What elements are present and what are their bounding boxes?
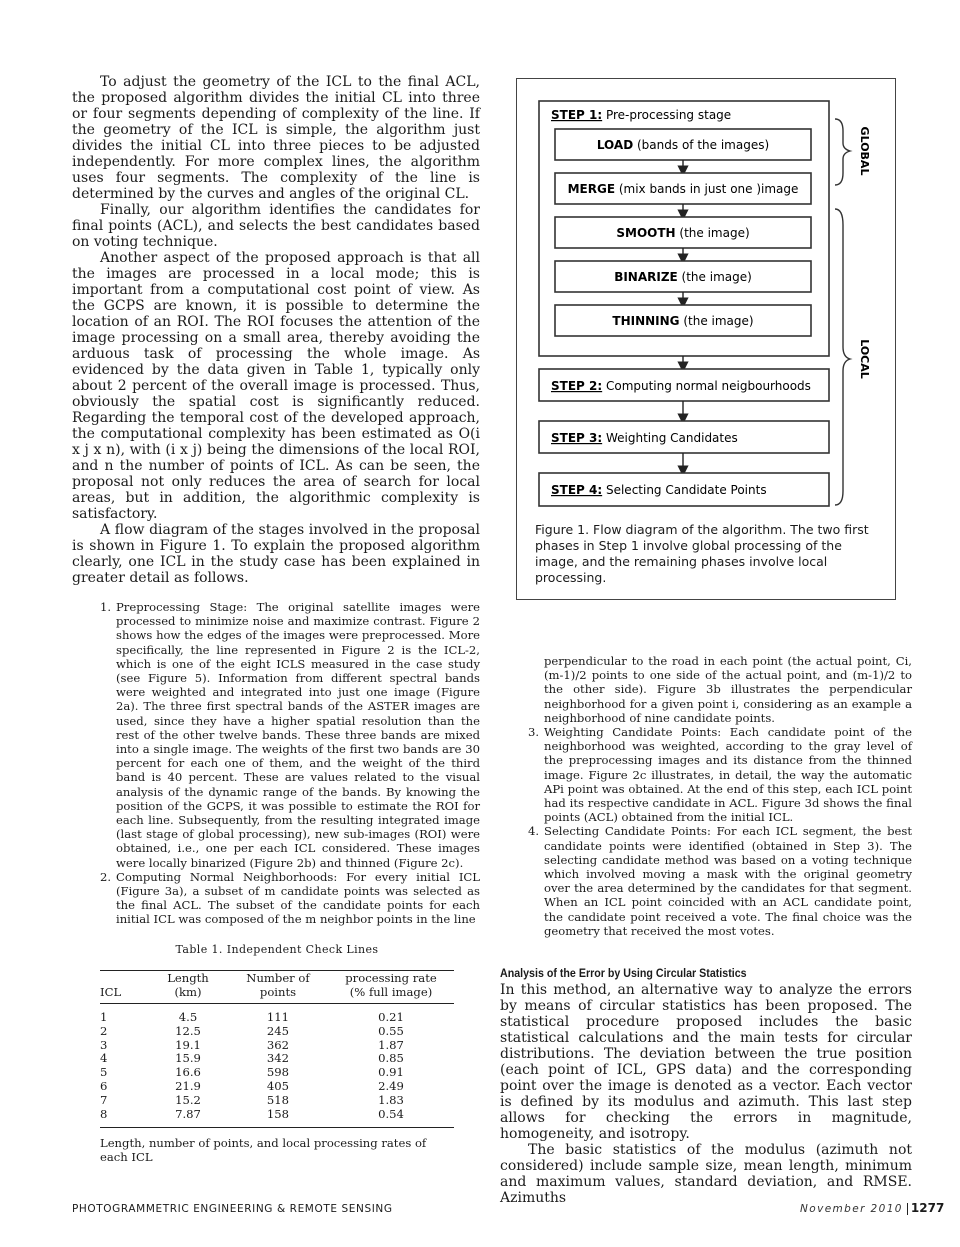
- smooth-label: SMOOTH (the image): [616, 226, 750, 240]
- list-number: 1.: [100, 600, 112, 614]
- table-cell: 8: [100, 1106, 108, 1121]
- table-cell: 0.85: [378, 1051, 404, 1066]
- table-cell: 4.5: [178, 1010, 198, 1024]
- table-cell: 158: [266, 1106, 290, 1121]
- list-text: Weighting Candidate Points: Each candidate point of the neighborhood was weighted, according to the gray level of the preprocessing images and its distance from the thinned image. Figure 2c illustrates, in detail, the way the automatic APi point was obtained. At the end of this step, each ICL point had its respective candidate in ACL. Figure 3d shows the final points (ACL) obtained from the initial ICL.: [544, 725, 912, 825]
- table-row: [100, 1052, 454, 1066]
- column-header: Length (km): [167, 971, 209, 999]
- page-number: 1277: [910, 1201, 945, 1215]
- table-title: Table 1. Independent Check Lines: [175, 943, 379, 956]
- table-row: [100, 1094, 454, 1108]
- merge-label: MERGE (mix bands in just one )image: [567, 182, 799, 196]
- table-row: [100, 1039, 454, 1053]
- table-cell: 3: [100, 1037, 108, 1052]
- table-cell: 5: [100, 1065, 108, 1080]
- flow-diagram: [539, 101, 871, 511]
- table-cell: 16.6: [175, 1065, 201, 1080]
- table-cell: 7.87: [175, 1106, 201, 1121]
- load-label: LOAD (bands of the images): [596, 138, 770, 152]
- table-cell: 245: [266, 1023, 290, 1038]
- global-brace: [835, 119, 850, 185]
- table-cell: 1: [100, 1010, 108, 1024]
- table-cell: 7: [100, 1092, 108, 1107]
- list-item: [72, 870, 480, 927]
- figure-caption: Figure 1. Flow diagram of the algorithm. The two first phases in Step 1 involve global processing of the image, and the remaining phases involve local processing.: [535, 522, 869, 585]
- step2-label: STEP 2: Computing normal neigbourhoods: [551, 379, 811, 393]
- column-header: ICL: [100, 985, 122, 999]
- list-item: [72, 600, 480, 870]
- right-list: [516, 654, 912, 938]
- left-column: [72, 74, 480, 927]
- table-cell: 21.9: [175, 1078, 201, 1093]
- paragraph: A flow diagram of the stages involved in the proposal is shown in Figure 1. To explain the proposed algorithm clearly, one ICL in the study case has been explained in greater detail as follows.: [72, 522, 480, 586]
- step3-label: STEP 3: Weighting Candidates: [551, 431, 738, 445]
- table-cell: 111: [266, 1010, 290, 1024]
- step4-label: STEP 4: Selecting Candidate Points: [551, 483, 767, 497]
- table-cell: 2: [100, 1023, 108, 1038]
- procedure-list-continued: [516, 725, 912, 938]
- table-cell: 598: [266, 1065, 290, 1080]
- column-header: Number of points: [246, 971, 310, 999]
- table-cell: 1.87: [378, 1037, 404, 1052]
- table-cell: 518: [266, 1092, 290, 1107]
- table-row: [100, 1004, 454, 1025]
- table-cell: 4: [100, 1051, 108, 1066]
- column-header: processing rate (% full image): [345, 971, 437, 999]
- table-cell: 405: [266, 1078, 290, 1093]
- paragraph: To adjust the geometry of the ICL to the final ACL, the proposed algorithm divides the initial CL into three or four segments depending of complexity of the line. If the geometry of the ICL is simple, the algorithm just divides the initial CL into three pieces to be adjusted independently. For more complex lines, the algorithm uses four segments. The complexity of the line is determined by the curves and angles of the original CL.: [72, 74, 480, 202]
- list-text: Preprocessing Stage: The original satellite images were processed to minimize noise and maximize contrast. Figure 2 shows how the edges of the images were preprocessed. More specifically, the line represented in Figure 2 is the ICL-2, which is one of the eight ICLS measured in the case study (see Figure 5). Information from different spectral bands were weighted and integrated into just one image (Figure 2a). The three first spectral bands of the ASTER images are used, since they have a higher spatial resolution than the rest of the other twelve bands. These three bands are mixed into a single image. The weights of the first two bands are 30 percent for each one of them, and the weight of the third band is 40 percent. These are values related to the visual analysis of the dynamic range of the bands. By knowing the position of the GCPS, it was possible to estimate the ROI for each line. Subsequently, from the resulting integrated image (last stage of global processing), new sub-images (ROI) were obtained, i.e., one per each ICL considered. These images were locally binarized (Figure 2b) and thinned (Figure 2c).: [116, 600, 480, 870]
- binarize-label: BINARIZE (the image): [614, 270, 752, 284]
- table-cell: 0.54: [378, 1106, 404, 1121]
- table-cell: 362: [266, 1037, 290, 1052]
- table-cell: 2.49: [378, 1078, 404, 1093]
- issue-date: November 2010: [800, 1203, 903, 1215]
- table-1: [100, 943, 454, 1164]
- table-note: Length, number of points, and local processing rates of each ICL: [100, 1136, 427, 1165]
- table-cell: 15.9: [175, 1051, 201, 1066]
- section-body: [500, 982, 912, 1206]
- local-label: LOCAL: [858, 339, 871, 379]
- table-row: [100, 1025, 454, 1039]
- procedure-list: [72, 600, 480, 927]
- journal-name: PHOTOGRAMMETRIC ENGINEERING & REMOTE SENSING: [72, 1203, 393, 1215]
- table-row: [100, 1108, 454, 1128]
- paragraph: Another aspect of the proposed approach is that all the images are processed in a local mode; this is important from a computational cost point of view. As the GCPS are known, it is possible to determine the location of an ROI. The ROI focuses the attention of the image processing on a small area, thereby avoiding the arduous task of processing the whole image. As evidenced by the data given in Table 1, typically only about 2 percent of the overall image is processed. Thus, obviously the spatial cost is significantly reduced. Regarding the temporal cost of the developed approach, the computational complexity has been estimated as O(i x j x n), with (i x j) being the dimensions of the local ROI, and n the number of points of ICL. As can be seen, the proposal not only reduces the area of search for local areas, but in addition, the algorithmic complexity is satisfactory.: [72, 250, 480, 522]
- table-cell: 0.55: [378, 1023, 404, 1038]
- list-number: 3.: [528, 725, 540, 740]
- list-number: 2.: [100, 869, 112, 884]
- list-item: [516, 824, 912, 938]
- list-number: 4.: [528, 824, 540, 839]
- list-text: Computing Normal Neighborhoods: For every initial ICL (Figure 3a), a subset of m candidate points was selected as the final ACL. The subset of the candidate points for each initial ICL was composed of the m neighbor points in the line: [116, 869, 480, 927]
- page-info: [800, 1201, 944, 1215]
- thinning-label: THINNING (the image): [612, 314, 754, 328]
- step1-label: STEP 1: Pre-processing stage: [551, 108, 732, 122]
- table-cell: 0.91: [378, 1065, 404, 1080]
- paragraph: The basic statistics of the modulus (azimuth not considered) include sample size, mean length, minimum and maximum values, standard deviation, and RMSE. Azimuths: [500, 1142, 912, 1206]
- table-cell: 19.1: [175, 1037, 201, 1052]
- table-cell: 0.21: [378, 1010, 404, 1024]
- table-row: [100, 1080, 454, 1094]
- table-row: [100, 1066, 454, 1080]
- paragraph: In this method, an alternative way to analyze the errors by means of circular statistics has been proposed. The statistical procedure proposed includes the basic statistical calculations and the main tests for circular distributions. The deviation between the true position (each point of ICL, GPS data) and the corresponding point over the image is denoted as a vector. Each vector is defined by its modulus and azimuth. This last step allows for checking the errors in magnitude, homogeneity, and isotropy.: [500, 982, 912, 1142]
- table-cell: 15.2: [175, 1092, 201, 1107]
- figure-1: [516, 78, 896, 600]
- list-text: Selecting Candidate Points: For each ICL segment, the best candidate points were identified (obtained in Step 3). The selecting candidate method was based on a voting technique which involved moving a mask with the original geometry over the area determined by the candidates for that segment. When an ICL point coincided with an ACL candidate point, the candidate point received a vote. The final choice was the geometry that received the most votes.: [544, 824, 912, 938]
- table-cell: 1.83: [378, 1092, 404, 1107]
- list-item: [516, 725, 912, 824]
- check-lines-table: [100, 970, 454, 1128]
- paragraph: Finally, our algorithm identifies the candidates for final points (ACL), and selects the best candidates based on voting technique.: [72, 202, 480, 250]
- list-continuation: perpendicular to the road in each point (the actual point, Ci, (m-1)/2 points to one side of the actual point, and (m-1)/2 to the other side). Figure 3b illustrates the perpendicular neighborhood for a given point i, considering as an example a neighborhood of nine candidate points.: [544, 654, 912, 725]
- table-cell: 6: [100, 1078, 108, 1093]
- local-brace: [835, 209, 850, 505]
- section-heading: Analysis of the Error by Using Circular Statistics: [500, 967, 747, 980]
- global-label: GLOBAL: [858, 126, 871, 176]
- table-cell: 342: [266, 1051, 290, 1066]
- table-cell: 12.5: [175, 1023, 201, 1038]
